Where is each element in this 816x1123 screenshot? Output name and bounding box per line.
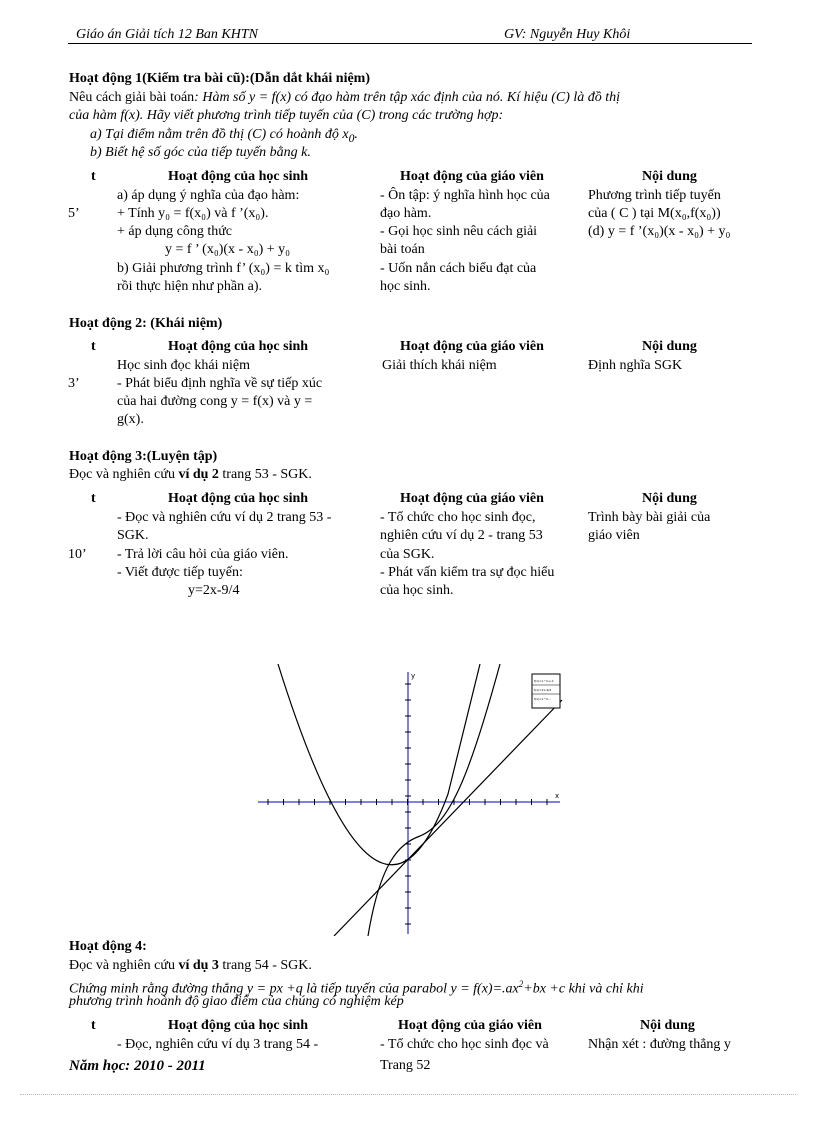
act2-time: 3’ <box>68 376 80 391</box>
act2-title: Hoạt động 2: (Khái niệm) <box>69 316 223 331</box>
act3-teacher-2: của SGK. <box>380 547 435 562</box>
act3-time: 10’ <box>68 547 87 562</box>
act2-teacher-0: Giải thích khái niệm <box>382 358 497 373</box>
legend-entry-1: f(x)=2x-9/4 <box>534 688 552 692</box>
col-t-2: t <box>91 339 96 354</box>
act3-title: Hoạt động 3:(Luyện tập) <box>69 449 218 464</box>
act1-content-2: (d) y = f ’(x₀)(x - x₀) + y₀ <box>588 224 731 239</box>
act1-teacher-1: đạo hàm. <box>380 206 432 221</box>
act1-intro: Nêu cách giải bài toán: Hàm số y = f(x) có đạo hàm trên tập xác định của nó. Kí hiệu (C) là đồ thị <box>69 90 621 105</box>
act1-content-0: Phương trình tiếp tuyến <box>588 188 721 203</box>
act3-intro: Đọc và nghiên cứu ví dụ 2 trang 53 - SGK. <box>69 467 312 482</box>
act3-student-4: y=2x-9/4 <box>188 583 240 598</box>
col-t-3: t <box>91 491 96 506</box>
act3-student-2: - Trả lời câu hỏi của giáo viên. <box>117 547 289 562</box>
act3-student-3: - Viết được tiếp tuyến: <box>117 565 243 580</box>
act3-teacher-3: - Phát vấn kiểm tra sự đọc hiểu <box>380 565 555 580</box>
col-teacher-3: Hoạt động của giáo viên <box>400 491 544 506</box>
act1-teacher-5: học sinh. <box>380 279 431 294</box>
act3-teacher-0: - Tổ chức cho học sinh đọc, <box>380 510 536 525</box>
act1-student-0: a) áp dụng ý nghĩa của đạo hàm: <box>117 188 300 203</box>
act3-content-0: Trình bày bài giải của <box>588 510 711 525</box>
act1-student-1: + Tính y₀ = f(x₀) và f ’(x₀). <box>117 206 269 221</box>
act3-content-1: giáo viên <box>588 528 640 543</box>
act1-student-5: rồi thực hiện như phần a). <box>117 279 263 294</box>
legend-entry-2: f(x)=x^2... <box>534 697 551 701</box>
act3-teacher-1: nghiên cứu ví dụ 2 - trang 53 <box>380 528 543 543</box>
y-axis-label: y <box>411 672 416 680</box>
header-right: GV: Nguyễn Huy Khôi <box>504 27 631 42</box>
act1-case-a: a) Tại điểm nằm trên đồ thị (C) có hoành độ $x_0$. <box>90 127 358 145</box>
act1-student-3: y = f ’ (x₀)(x - x₀) + y₀ <box>165 242 291 257</box>
header-rule <box>68 43 752 44</box>
act4-title: Hoạt động 4: <box>69 939 147 954</box>
second-curve <box>368 664 500 936</box>
col-content-3: Nội dung <box>642 491 697 506</box>
act4-student-0: - Đọc, nghiên cứu ví dụ 3 trang 54 - <box>117 1037 319 1052</box>
col-teacher-4: Hoạt động của giáo viên <box>398 1018 542 1033</box>
legend-box <box>532 674 560 708</box>
act1-intro-2: của hàm f(x). Hãy viết phương trình tiếp tuyến của (C) trong các trường hợp: <box>69 108 504 123</box>
act4-intro: Đọc và nghiên cứu ví dụ 3 trang 54 - SGK. <box>69 958 312 973</box>
act1-content-1: của ( C ) tại M(x₀,f(x₀)) <box>588 206 721 221</box>
act2-student-1: - Phát biểu định nghĩa về sự tiếp xúc <box>117 376 323 391</box>
x-axis-label: x <box>555 792 560 800</box>
act1-student-2: + áp dụng công thức <box>117 224 233 239</box>
col-content-4: Nội dung <box>640 1018 695 1033</box>
header-left: Giáo án Giải tích 12 Ban KHTN <box>76 27 259 42</box>
col-t-4: t <box>91 1018 96 1033</box>
act3-student-0: - Đọc và nghiên cứu ví dụ 2 trang 53 - <box>117 510 332 525</box>
act3-teacher-4: của học sinh. <box>380 583 454 598</box>
act1-teacher-0: - Ôn tập: ý nghĩa hình học của <box>380 188 550 203</box>
col-teacher: Hoạt động của giáo viên <box>400 169 544 184</box>
tangent-line <box>334 700 562 936</box>
col-t: t <box>91 169 96 184</box>
act3-student-1: SGK. <box>117 528 149 543</box>
tangent-graph <box>250 664 570 936</box>
col-student-4: Hoạt động của học sinh <box>168 1018 309 1033</box>
col-content-2: Nội dung <box>642 339 697 354</box>
act2-student-0: Học sinh đọc khái niệm <box>117 358 250 373</box>
act1-teacher-3: bài toán <box>380 242 425 257</box>
act2-student-3: g(x). <box>117 412 144 427</box>
page-bottom-border <box>20 1094 796 1095</box>
act1-teacher-4: - Uốn nắn cách biểu đạt của <box>380 261 537 276</box>
act1-title: Hoạt động 1(Kiểm tra bài cũ):(Dẫn dắt khái niệm) <box>69 71 370 86</box>
col-teacher-2: Hoạt động của giáo viên <box>400 339 544 354</box>
col-student-3: Hoạt động của học sinh <box>168 491 309 506</box>
act4-content-0: Nhận xét : đường thẳng y <box>588 1037 731 1052</box>
col-student-2: Hoạt động của học sinh <box>168 339 309 354</box>
legend-entry-0: f(x)=x^2-x-1 <box>534 679 554 683</box>
act2-student-2: của hai đường cong y = f(x) và y = <box>117 394 313 409</box>
act2-content-0: Định nghĩa SGK <box>588 358 683 373</box>
act4-teacher-0: - Tổ chức cho học sinh đọc và <box>380 1037 549 1052</box>
act1-case-b: b) Biết hệ số góc của tiếp tuyến bằng k. <box>90 145 311 160</box>
footer-year: Năm học: 2010 - 2011 <box>69 1058 206 1074</box>
act1-teacher-2: - Gọi học sinh nêu cách giải <box>380 224 538 239</box>
act1-student-4: b) Giải phương trình f’ (x₀) = k tìm x₀ <box>117 261 330 276</box>
col-student: Hoạt động của học sinh <box>168 169 309 184</box>
parabola-curve <box>278 664 480 865</box>
col-content: Nội dung <box>642 169 697 184</box>
graph-clip <box>258 664 562 936</box>
footer-page: Trang 52 <box>380 1058 431 1073</box>
act1-time: 5’ <box>68 206 80 221</box>
act4-statement-1: Chứng minh rằng đường thẳng y = px +q là tiếp tuyến của parabol $y = f(x)=.ax^2+bx +c$ khi và chỉ khi <box>69 979 644 997</box>
act4-statement-2: phương trình hoành độ giao điểm của chúng có nghiệm kép <box>69 994 404 1009</box>
